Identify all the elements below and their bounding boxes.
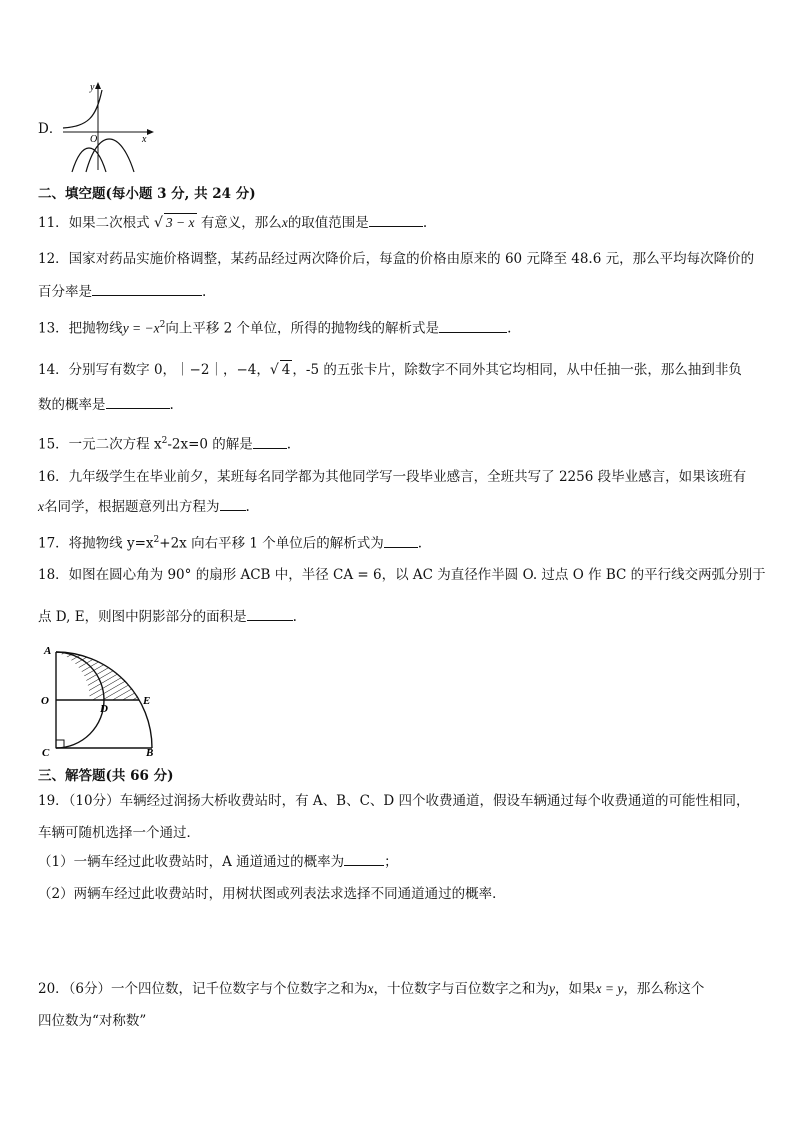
label-a: A xyxy=(44,645,52,657)
question-20-line2: 四位数为“对称数” xyxy=(38,1013,147,1029)
x-label: x xyxy=(142,134,147,145)
question-19-line1: 19．（10分）车辆经过润扬大桥收费站时，有 A、B、C、D 四个收费通道，假设车辆通过每个收费通道的可能性相同， xyxy=(38,793,750,809)
question-11: 11．如果二次根式 √ 3 − x 有意义，那么x的取值范围是 . xyxy=(38,215,428,231)
question-14-line1: 14．分别写有数字 0，｜−2｜，−4，√ 4 ，-5 的五张卡片，除数字不同外其它均相同，从中任抽一张，那么抽到非负 xyxy=(38,362,742,378)
label-e: E xyxy=(143,695,151,707)
question-12-line2: 百分率是 . xyxy=(38,284,207,300)
label-d: D xyxy=(100,703,108,715)
answer-blank-19 xyxy=(344,853,384,866)
question-17: 17．将抛物线 $y=x^2+2x$ 向右平移 1 个单位后的解析式为 . xyxy=(38,535,423,552)
answer-blank-13 xyxy=(439,320,507,333)
question-14-line2: 数的概率是 . xyxy=(38,397,174,413)
question-19-line2: 车辆可随机选择一个通过． xyxy=(38,825,200,841)
answer-blank-14 xyxy=(106,396,170,409)
parabola-left xyxy=(72,148,106,172)
question-18-line2: 点 D, E，则图中阴影部分的面积是 . xyxy=(38,609,297,625)
question-18-line1: 18．如图在圆心角为 90° 的扇形 ACB 中，半径 CA = 6，以 AC 为直径作半圆 O. 过点 O 作 BC 的平行线交两弧分别于 xyxy=(38,567,766,583)
question-20-line1: 20．（6分）一个四位数，记千位数字与个位数字之和为x，十位数字与百位数字之和为y，如果x = y，那么称这个 xyxy=(38,981,705,997)
question-19-part2: （2）两辆车经过此收费站时，用树状图或列表法求选择不同通道通过的概率． xyxy=(38,886,506,902)
option-d-graph xyxy=(58,80,158,175)
question-15: 15．一元二次方程 $x^2-2x=0$ 的解是 . xyxy=(38,436,292,453)
answer-blank-17 xyxy=(384,535,418,548)
question-16-line2: x名同学，根据题意列出方程为 . xyxy=(38,499,250,515)
label-b: B xyxy=(146,747,154,759)
label-o: O xyxy=(41,695,49,707)
origin-label: O xyxy=(90,134,98,145)
section2-title: 二、填空题(每小题 3 分, 共 24 分) xyxy=(38,186,256,202)
question-13: 13．把抛物线$y = -x^2$向上平移 2 个单位，所得的抛物线的解析式是 . xyxy=(38,320,512,337)
answer-blank-16 xyxy=(220,498,246,511)
answer-blank-12 xyxy=(92,283,202,296)
question-19-part1: （1）一辆车经过此收费站时，A 通道通过的概率为 ； xyxy=(38,854,398,870)
answer-blank-11 xyxy=(369,214,423,227)
exp-curve xyxy=(63,90,102,128)
right-angle-mark xyxy=(56,740,64,748)
x-axis-arrow xyxy=(147,129,154,135)
label-c: C xyxy=(42,747,50,759)
question-16-line1: 16．九年级学生在毕业前夕，某班每名同学都为其他同学写一段毕业感言，全班共写了 2256 段毕业感言，如果该班有 xyxy=(38,469,747,485)
section3-title: 三、解答题(共 66 分) xyxy=(38,768,174,784)
answer-blank-18 xyxy=(247,608,293,621)
sector-figure xyxy=(36,640,166,762)
question-12-line1: 12．国家对药品实施价格调整，某药品经过两次降价后，每盒的价格由原来的 60 元降至 48.6 元，那么平均每次降价的 xyxy=(38,251,755,267)
y-label: y xyxy=(90,82,95,93)
option-d-label: D． xyxy=(38,121,63,137)
answer-blank-15 xyxy=(253,436,287,449)
y-axis-arrow xyxy=(95,82,101,89)
